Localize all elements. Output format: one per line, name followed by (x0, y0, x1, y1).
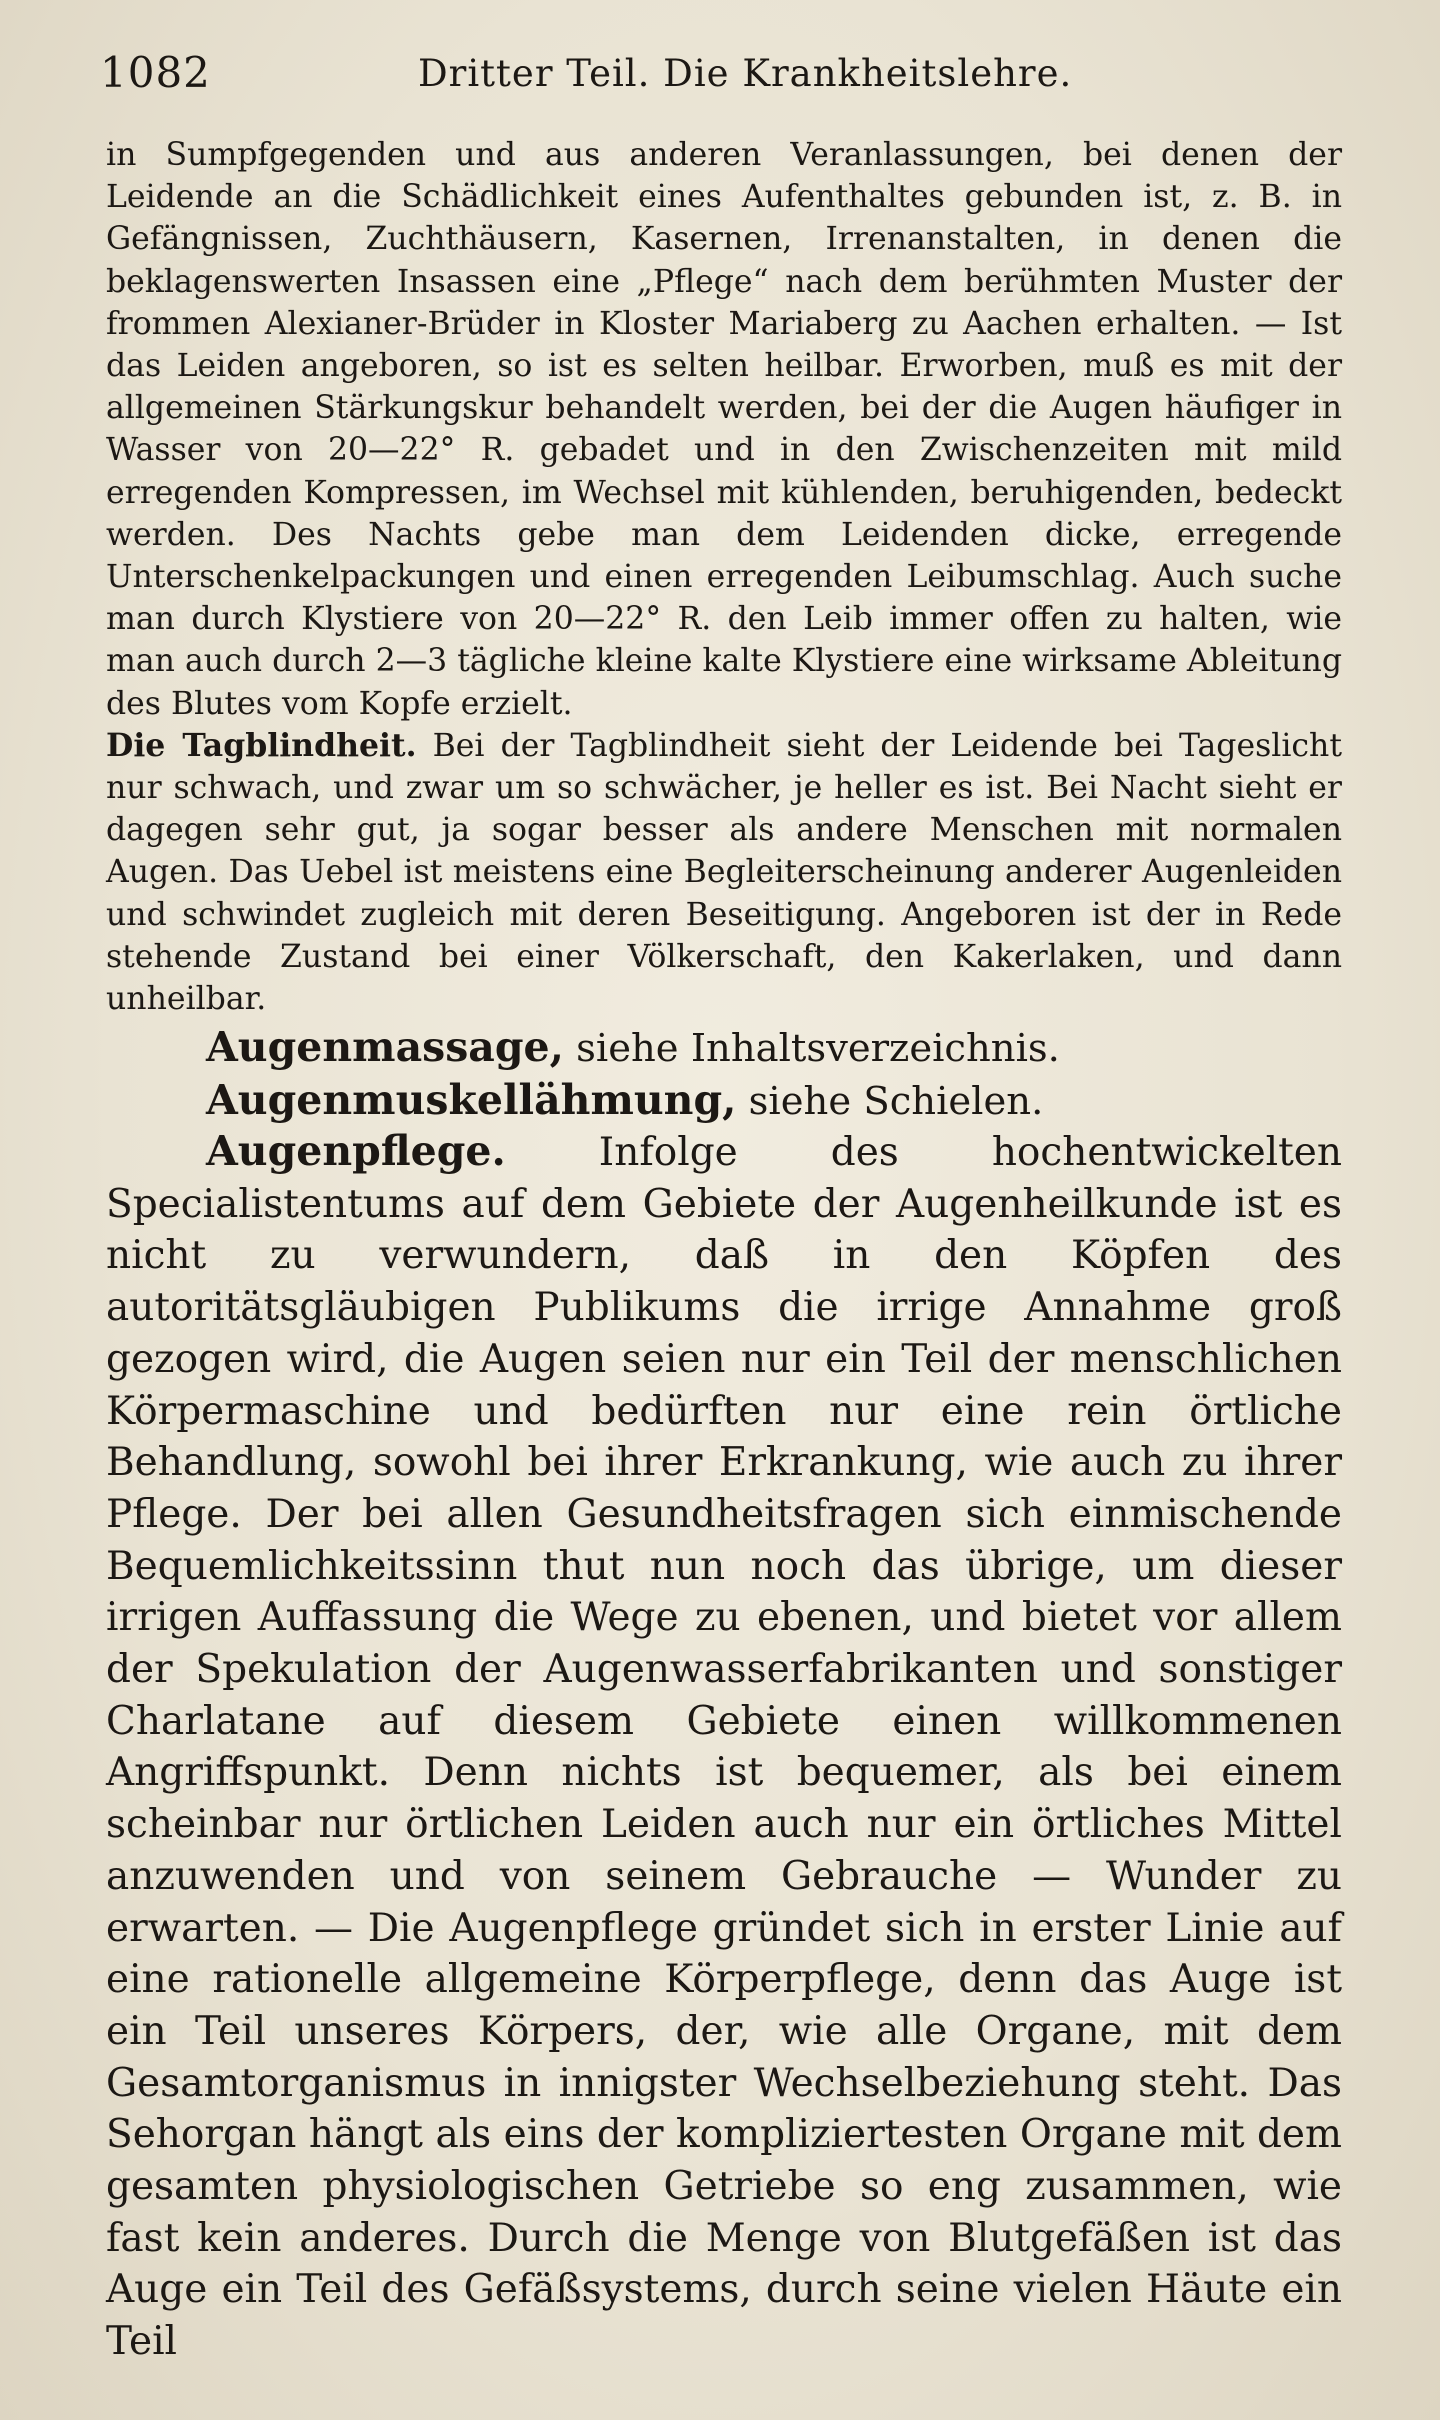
tagblindheit-heading: Die Tagblindheit. (106, 726, 417, 764)
tagblindheit-paragraph (106, 725, 1342, 1020)
headword: Augenmassage, (206, 1023, 564, 1071)
page-header (100, 48, 1340, 108)
augenpflege-paragraph (106, 1126, 1342, 2368)
running-head: Dritter Teil. Die Krankheitslehre. (418, 52, 1073, 95)
augenpflege-headword: Augenpflege. (206, 1127, 506, 1175)
augenpflege-section (106, 1126, 1342, 2368)
tagblindheit-text: Bei der Tagblindheit sieht der Leidende bei Tageslicht nur schwach, und zwar um so schwächer, je heller es ist. Bei Nacht sieht er dagegen sehr gut, ja sogar besser als andere Menschen mit normalen Augen. Das Uebel ist meistens eine Begleiterscheinung anderer Augenleiden und schwindet zugleich mit deren Beseitigung. Angeboren ist der in Rede stehende Zustand bei einer Völkerschaft, den Kakerlaken, und dann unheilbar. (106, 727, 1342, 1018)
small-print-section (106, 134, 1342, 1020)
headword: Augenmuskellähmung, (206, 1075, 737, 1124)
entry-augenmassage (106, 1022, 1342, 1075)
continuation-paragraph: in Sumpfgegenden und aus anderen Veranlassungen, bei denen der Leidende an die Schädlichkeit eines Aufenthaltes gebunden ist, z. B. in Gefängnissen, Zuchthäusern, Kasernen, Irrenanstalten, in denen die beklagenswerten Insassen eine „Pflege“ nach dem berühmten Muster der frommen Alexianer-Brüder in Kloster Mariaberg zu Aachen erhalten. — Ist das Leiden angeboren, so ist es selten heilbar. Erworben, muß es mit der allgemeinen Stärkungskur behandelt werden, bei der die Augen häufiger in Wasser von 20—22° R. gebadet und in den Zwischenzeiten mit mild erregenden Kompressen, im Wechsel mit kühlenden, beruhigenden, bedeckt werden. Des Nachts gebe man dem Leidenden dicke, erregende Unterschenkelpackungen und einen erregenden Leibumschlag. Auch suche man durch Klystiere von 20—22° R. den Leib immer offen zu halten, wie man auch durch 2—3 tägliche kleine kalte Klystiere eine wirksame Ableitung des Blutes vom Kopfe erzielt. (106, 137, 1342, 722)
page-number: 1082 (100, 48, 211, 97)
entry-text: siehe Schielen. (748, 1078, 1044, 1124)
augenpflege-text: Infolge des hochentwickelten Specialistentums auf dem Gebiete der Augenheilkunde ist es nicht zu verwundern, daß in den Köpfen des autoritätsgläubigen Publikums die irrige Annahme groß gezogen wird, die Augen seien nur ein Teil der menschlichen Körpermaschine und bedürften nur eine rein örtliche Behandlung, sowohl bei ihrer Erkrankung, wie auch zu ihrer Pflege. Der bei allen Gesundheitsfragen sich einmischende Bequemlichkeitssinn thut nun noch das übrige, um dieser irrigen Auffassung die Wege zu ebenen, und bietet vor allem der Spekulation der Augenwasserfabrikanten und sonstiger Charlatane auf diesem Gebiete einen willkommenen Angriffspunkt. Denn nichts ist bequemer, als bei einem scheinbar nur örtlichen Leiden auch nur ein örtliches Mittel anzuwenden und von seinem Gebrauche — Wunder zu erwarten. — Die Augenpflege gründet sich in erster Linie auf eine rationelle allgemeine Körperpflege, denn das Auge ist ein Teil unseres Körpers, der, wie alle Organe, mit dem Gesamtorganismus in innigster Wechselbeziehung steht. Das Sehorgan hängt als eins der kompliziertesten Organe mit dem gesamten physiologischen Getriebe so eng zusammen, wie fast kein anderes. Durch die Menge von Blutgefäßen ist das Auge ein Teil des Gefäßsystems, durch seine vielen Häute ein Teil (106, 1130, 1342, 2365)
entry-augenmuskellaehmung (106, 1075, 1342, 1128)
entry-text: siehe Inhaltsverzeichnis. (576, 1026, 1060, 1071)
cross-reference-entries (106, 1022, 1342, 1127)
